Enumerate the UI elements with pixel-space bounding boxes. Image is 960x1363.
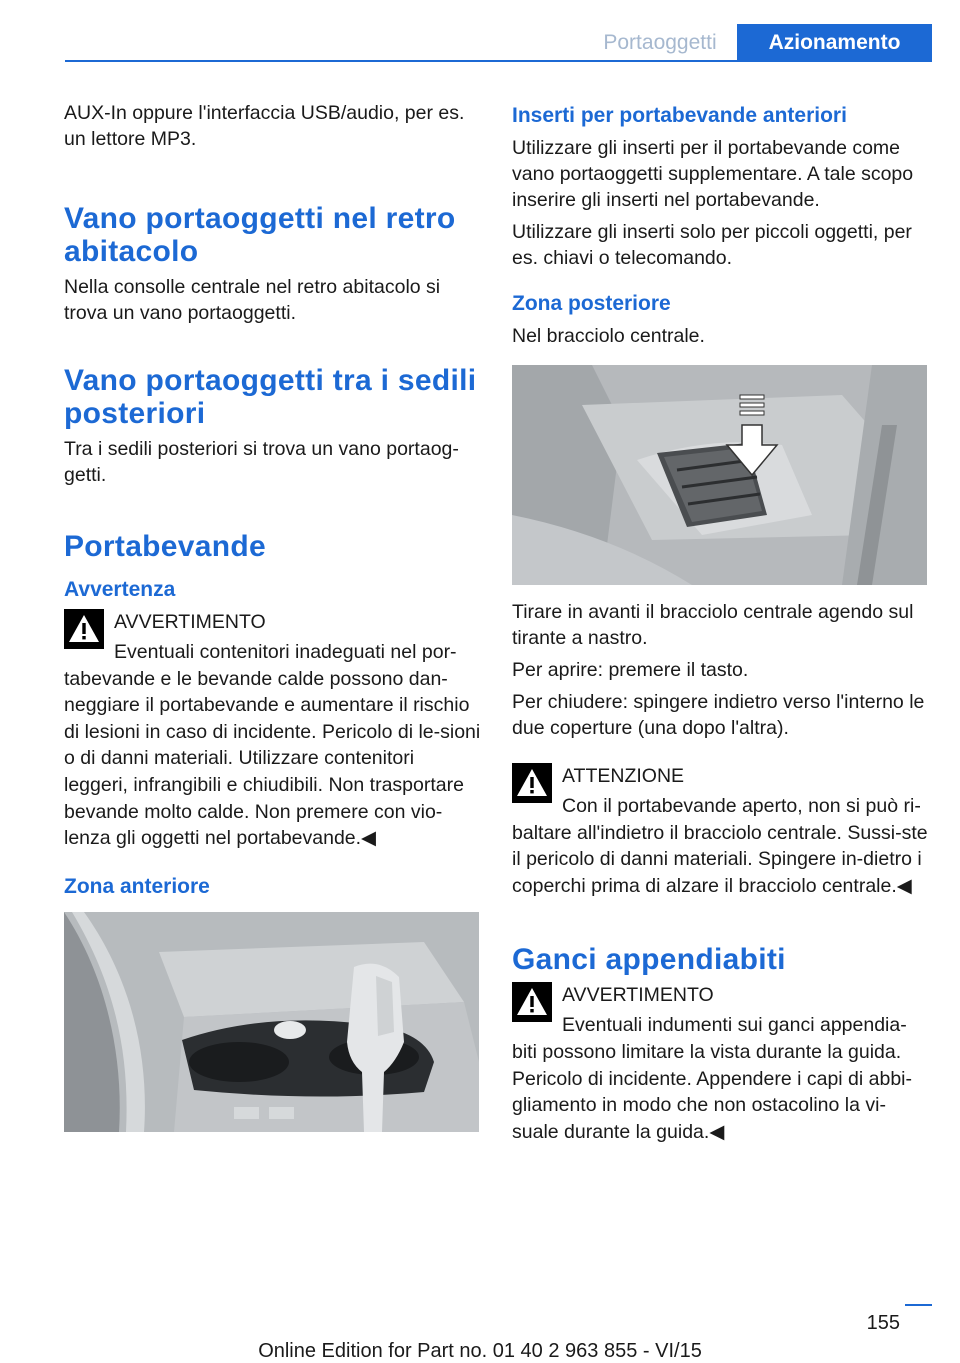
heading-inserti: Inserti per portabevande anteriori (512, 104, 847, 127)
footer-edition: Online Edition for Part no. 01 40 2 963 855 - VI/15 (258, 1340, 702, 1362)
left-column (64, 100, 482, 1132)
warning-block-ganci (512, 982, 930, 1145)
intro-paragraph: AUX-In oppure l'interfaccia USB/audio, per es. un lettore MP3. (64, 102, 465, 150)
heading-avvertenza: Avvertenza (64, 578, 176, 601)
caution-block-armrest (512, 763, 930, 899)
paragraph-inserti-2: Utilizzare gli inserti solo per piccoli oggetti, per es. chiavi o telecomando. (512, 221, 912, 269)
front-cupholder-image (64, 912, 479, 1132)
paragraph-sedili-posteriori: Tra i sedili posteriori si trova un vano portaog‐getti. (64, 438, 459, 486)
caution-text: Con il portabevande aperto, non si può ri‐baltare all'indietro il bracciolo centrale. Sussi‐ste il pericolo di danni materiali. Spingere in‐dietro i coperchi prima di alzare il bracciolo centrale.◀ (512, 795, 928, 897)
paragraph-aprire: Per aprire: premere il tasto. (512, 659, 749, 681)
warning-label: AVVERTIMENTO (114, 611, 266, 633)
paragraph-inserti-1: Utilizzare gli inserti per il portabevande come vano portaoggetti supplementare. A tale scopo inserire gli inserti nel portabevande. (512, 137, 914, 211)
paragraph-retro-abitacolo: Nella consolle centrale nel retro abitacolo si trova un vano portaoggetti. (64, 276, 441, 324)
header-section-tab: Portaoggetti (603, 31, 717, 54)
right-column (512, 103, 930, 1145)
page-number: 155 (866, 1312, 900, 1334)
warning-label-ganci: AVVERTIMENTO (562, 984, 714, 1007)
heading-portabevande: Portabevande (64, 530, 266, 563)
warning-icon (512, 763, 552, 803)
heading-retro-abitacolo: Vano portaoggetti nel retro abitacolo (64, 202, 456, 268)
warning-text-ganci: Eventuali indumenti sui ganci appendia‐biti possono limitare la vista durante la guida. Pericolo di incidente. Appendere i capi di abbi‐gliamento in modo che non ostacolino la vi‐suale durante la guida.◀ (512, 1014, 913, 1143)
warning-text: Eventuali contenitori inadeguati nel por‐tabevande e le bevande calde possono dan‐neggiare il portabevande e aumentare il rischio di lesioni in caso di incidente. Pericolo di le‐sioni o di danni materiali. Utilizzare contenitori leggeri, infrangibili e chiudibili. Non trasportare bevande molto calde. Non premere con vio‐lenza gli oggetti nel portabevande.◀ (64, 641, 481, 850)
paragraph-tirare: Tirare in avanti il bracciolo centrale agendo sul tirante a nastro. (512, 601, 914, 649)
heading-zona-anteriore: Zona anteriore (64, 874, 210, 898)
warning-icon (512, 982, 552, 1022)
header-rule (65, 60, 932, 62)
heading-ganci-appendiabiti: Ganci appendiabiti (512, 943, 786, 977)
header-chapter-tab: Azionamento (737, 24, 932, 62)
warning-block-portabevande (64, 609, 482, 852)
paragraph-chiudere: Per chiudere: spingere indietro verso l'interno le due coperture (una dopo l'altra). (512, 691, 925, 739)
caution-label: ATTENZIONE (562, 765, 685, 787)
heading-sedili-posteriori: Vano portaoggetti tra i sedili posteriori (64, 364, 477, 430)
footer-rule (905, 1304, 932, 1306)
rear-armrest-image (512, 365, 927, 585)
heading-zona-posteriore: Zona posteriore (512, 292, 671, 315)
paragraph-bracciolo: Nel bracciolo centrale. (512, 325, 705, 347)
warning-icon (64, 609, 104, 649)
